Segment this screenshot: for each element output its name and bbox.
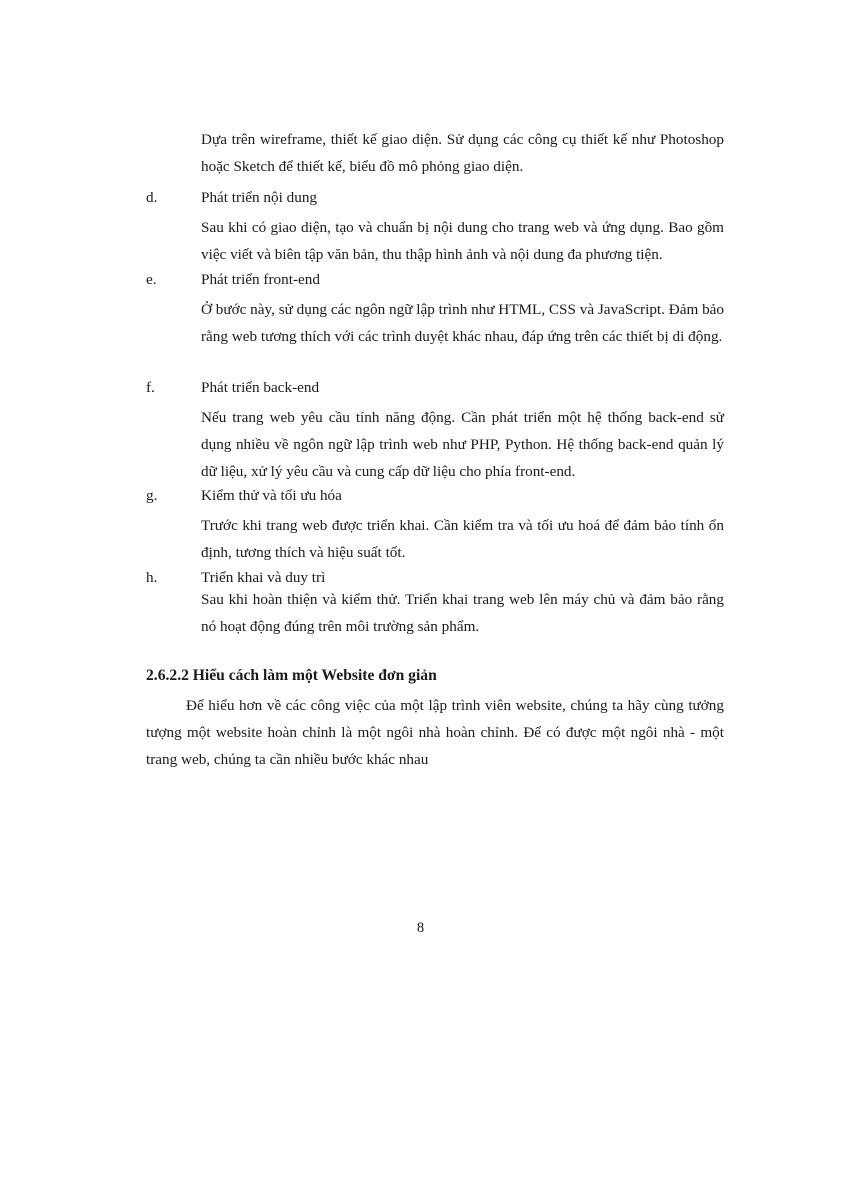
section-heading: 2.6.2.2 Hiểu cách làm một Website đơn giản	[146, 667, 437, 684]
item-e-body: Ở bước này, sử dụng các ngôn ngữ lập trình như HTML, CSS và JavaScript. Đảm bảo rằng web tương thích với các trình duyệt khác nhau, đáp ứng trên các thiết bị di động.	[201, 301, 724, 345]
item-d-title: Phát triển nội dung	[201, 189, 318, 206]
item-g-title: Kiểm thử và tối ưu hóa	[201, 487, 342, 504]
item-e-label: e.	[146, 271, 157, 288]
item-e-title: Phát triển front-end	[201, 271, 320, 288]
item-f-body: Nếu trang web yêu cầu tính năng động. Cần phát triển một hệ thống back-end sử dụng nhiều về ngôn ngữ lập trình web như PHP, Python. Hệ thống back-end quản lý dữ liệu, xử lý yêu cầu và cung cấp dữ liệu cho phía front-end.	[201, 409, 724, 480]
item-h-body: Sau khi hoàn thiện và kiểm thử. Triển khai trang web lên máy chủ và đảm bảo rằng nó hoạt động đúng trên môi trường sản phẩm.	[201, 591, 724, 635]
item-f-label: f.	[146, 379, 155, 396]
intro-paragraph: Dựa trên wireframe, thiết kế giao diện. Sử dụng các công cụ thiết kế như Photoshop hoặc Sketch để thiết kế, biểu đồ mô phỏng giao diện.	[201, 131, 724, 175]
item-h-label: h.	[146, 569, 158, 586]
page-number: 8	[416, 920, 425, 936]
item-d-body: Sau khi có giao diện, tạo và chuẩn bị nội dung cho trang web và ứng dụng. Bao gồm việc viết và biên tập văn bản, thu thập hình ảnh và nội dung đa phương tiện.	[201, 219, 724, 263]
item-g-body: Trước khi trang web được triển khai. Cần kiểm tra và tối ưu hoá để đảm bảo tính ổn định, tương thích và hiệu suất tốt.	[201, 517, 724, 561]
item-g-label: g.	[146, 487, 158, 504]
item-d-label: d.	[146, 189, 158, 206]
item-f-title: Phát triển back-end	[201, 379, 320, 396]
item-h-title: Triển khai và duy trì	[201, 569, 326, 586]
section-paragraph: Để hiểu hơn về các công việc của một lập trình viên website, chúng ta hãy cùng tưởng tượng một website hoàn chỉnh là một ngôi nhà hoàn chỉnh. Để có được một ngôi nhà - một trang web, chúng ta cần nhiều bước khác nhau	[146, 697, 724, 768]
